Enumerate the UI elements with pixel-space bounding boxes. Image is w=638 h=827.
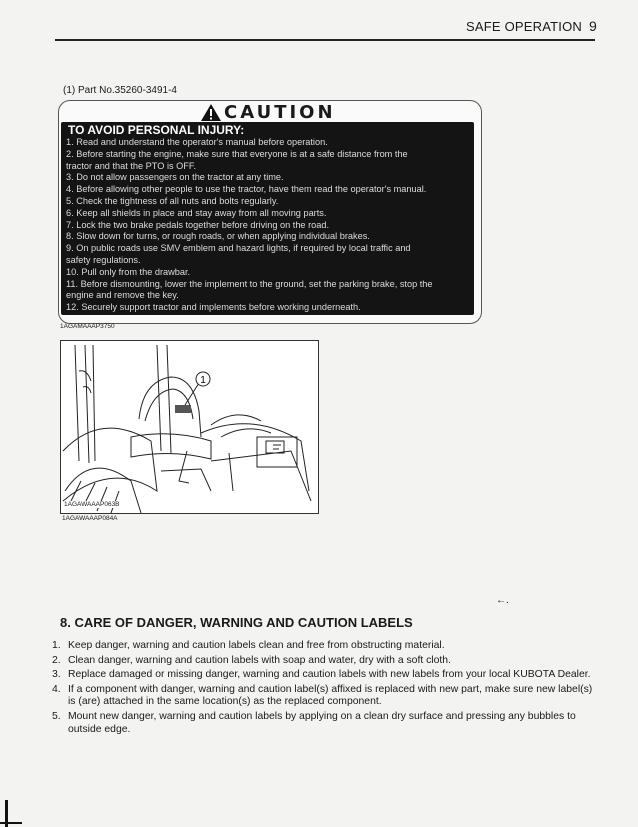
caution-heading xyxy=(200,100,336,124)
caution-rule-line: 3. Do not allow passengers on the tractor at any time. xyxy=(66,172,284,183)
list-item-text: Clean danger, warning and caution labels with soap and water, dry with a soft cloth. xyxy=(68,654,451,666)
caution-rule-line: 4. Before allowing other people to use the tractor, have them read the operator's manual. xyxy=(66,184,427,195)
caution-rule-line: 1. Read and understand the operator's manual before operation. xyxy=(66,137,328,147)
page-number: 9 xyxy=(589,18,597,34)
care-instructions-list xyxy=(52,640,600,738)
caution-rule-line: 7. Lock the two brake pedals together before driving on the road. xyxy=(66,219,330,230)
list-item-text: Keep danger, warning and caution labels clean and free from obstructing material. xyxy=(68,640,445,651)
figure-callout: 1 xyxy=(200,375,206,386)
list-item xyxy=(52,711,600,736)
caution-rule-line: 2. Before starting the engine, make sure that everyone is at a safe distance from the xyxy=(66,148,408,159)
label-code: 1AGAMAAAP3750 xyxy=(60,323,115,330)
caution-rule-line: 11. Before dismounting, lower the implement to the ground, set the parking brake, stop the xyxy=(66,278,433,289)
list-item xyxy=(52,684,600,709)
caution-rule-line: 10. Pull only from the drawbar. xyxy=(66,266,191,277)
caution-rule-line: engine and remove the key. xyxy=(66,290,179,301)
caution-rule-line: tractor and that the PTO is OFF. xyxy=(66,160,197,171)
list-item-number: 3. xyxy=(52,669,61,681)
caution-word: CAUTION xyxy=(224,101,336,123)
list-item-number: 1. xyxy=(52,640,61,651)
list-item-number: 5. xyxy=(52,710,61,722)
list-item-number: 4. xyxy=(52,683,61,695)
header-rule xyxy=(55,39,595,41)
tractor-seat-drawing xyxy=(61,341,318,513)
list-item-text: Mount new danger, warning and caution labels by applying on a clean dry surface and pressing any bubbles to outside edge. xyxy=(68,710,576,735)
page-header-title: SAFE OPERATION xyxy=(466,19,582,34)
warning-triangle-icon xyxy=(200,103,222,122)
figure-code-outer: 1AGAWAAAP084A xyxy=(62,515,118,522)
section-title: 8. CARE OF DANGER, WARNING AND CAUTION LABELS xyxy=(60,615,413,630)
page-mark: ←. xyxy=(496,595,509,606)
caution-rule-line: 5. Check the tightness of all nuts and bolts regularly. xyxy=(66,196,279,206)
list-item xyxy=(52,655,600,668)
caution-subheading: TO AVOID PERSONAL INJURY: xyxy=(68,123,245,137)
list-item-number: 2. xyxy=(52,654,61,666)
binding-tick xyxy=(0,822,22,824)
list-item xyxy=(52,640,600,653)
figure-code-inner: 1AGAWAAAP063B xyxy=(64,501,120,508)
caution-rule-line: 12. Securely support tractor and implements before working underneath. xyxy=(66,302,361,313)
caution-rule-line: 6. Keep all shields in place and stay away from all moving parts. xyxy=(66,207,327,218)
list-item-text: If a component with danger, warning and caution label(s) affixed is replaced with new part, make sure new label(s) is (are) attached in the same location(s) as the replaced component. xyxy=(68,683,593,708)
caution-rule-line: safety regulations. xyxy=(66,255,141,265)
caution-rule-line: 8. Slow down for turns, or rough roads, or when applying individual brakes. xyxy=(66,231,370,242)
part-number: (1) Part No.35260-3491-4 xyxy=(63,85,177,96)
tractor-illustration xyxy=(60,340,319,514)
list-item xyxy=(52,669,600,682)
list-item-text: Replace damaged or missing danger, warning and caution labels with new labels from your local KUBOTA Dealer. xyxy=(68,669,591,681)
caution-rule-line: 9. On public roads use SMV emblem and hazard lights, if required by local traffic and xyxy=(66,243,411,254)
